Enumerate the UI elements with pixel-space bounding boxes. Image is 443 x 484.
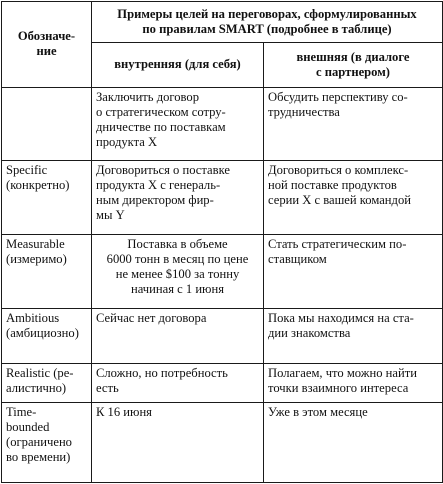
- table-row: [2, 87, 443, 161]
- examples-header: [92, 2, 443, 43]
- external-header: [264, 42, 443, 87]
- designation-header-text: Обозначе- ние: [17, 29, 76, 59]
- table-row: [2, 364, 443, 403]
- row-label: [2, 87, 92, 161]
- table-row: [2, 309, 443, 364]
- row-internal: Сложно, но потребность есть: [92, 364, 264, 403]
- internal-header: [92, 42, 264, 87]
- row-internal: Заключить договор о стратегическом сотру- дничестве по поставкам продукта X: [92, 87, 264, 161]
- table-row: [2, 161, 443, 235]
- row-label: Realistic (ре- алистично): [2, 364, 92, 403]
- internal-header-text: внутренняя (для себя): [114, 57, 241, 72]
- table-row: [2, 234, 443, 309]
- external-header-text: внешняя (в диалоге с партнером): [296, 49, 410, 79]
- row-label: Specific (конкретно): [2, 161, 92, 235]
- row-external: Уже в этом месяце: [264, 403, 443, 483]
- row-external: Полагаем, что можно найти точки взаимного интереса: [264, 364, 443, 403]
- row-label: Time- bounded (ограничено во времени): [2, 403, 92, 483]
- row-external: Обсудить перспективу со- трудничества: [264, 87, 443, 161]
- row-label: Ambitious (амбициозно): [2, 309, 92, 364]
- row-label: Measurable (измеримо): [2, 234, 92, 309]
- table-row: [2, 403, 443, 483]
- row-external: Договориться о комплекс- ной поставке продуктов серии X с вашей командой: [264, 161, 443, 235]
- designation-header: [2, 2, 92, 88]
- row-internal: Поставка в объеме 6000 тонн в месяц по цене не менее $100 за тонну начиная с 1 июня: [92, 234, 264, 309]
- row-external: Пока мы находимся на ста- дии знакомства: [264, 309, 443, 364]
- row-internal: К 16 июня: [92, 403, 264, 483]
- row-internal: Сейчас нет договора: [92, 309, 264, 364]
- smart-goals-table: [1, 1, 443, 483]
- row-external: Стать стратегическим по- ставщиком: [264, 234, 443, 309]
- row-internal: Договориться о поставке продукта X с генераль- ным директором фир- мы Y: [92, 161, 264, 235]
- examples-header-text: Примеры целей на переговорах, сформулированных по правилам SMART (подробнее в таблице): [117, 6, 417, 36]
